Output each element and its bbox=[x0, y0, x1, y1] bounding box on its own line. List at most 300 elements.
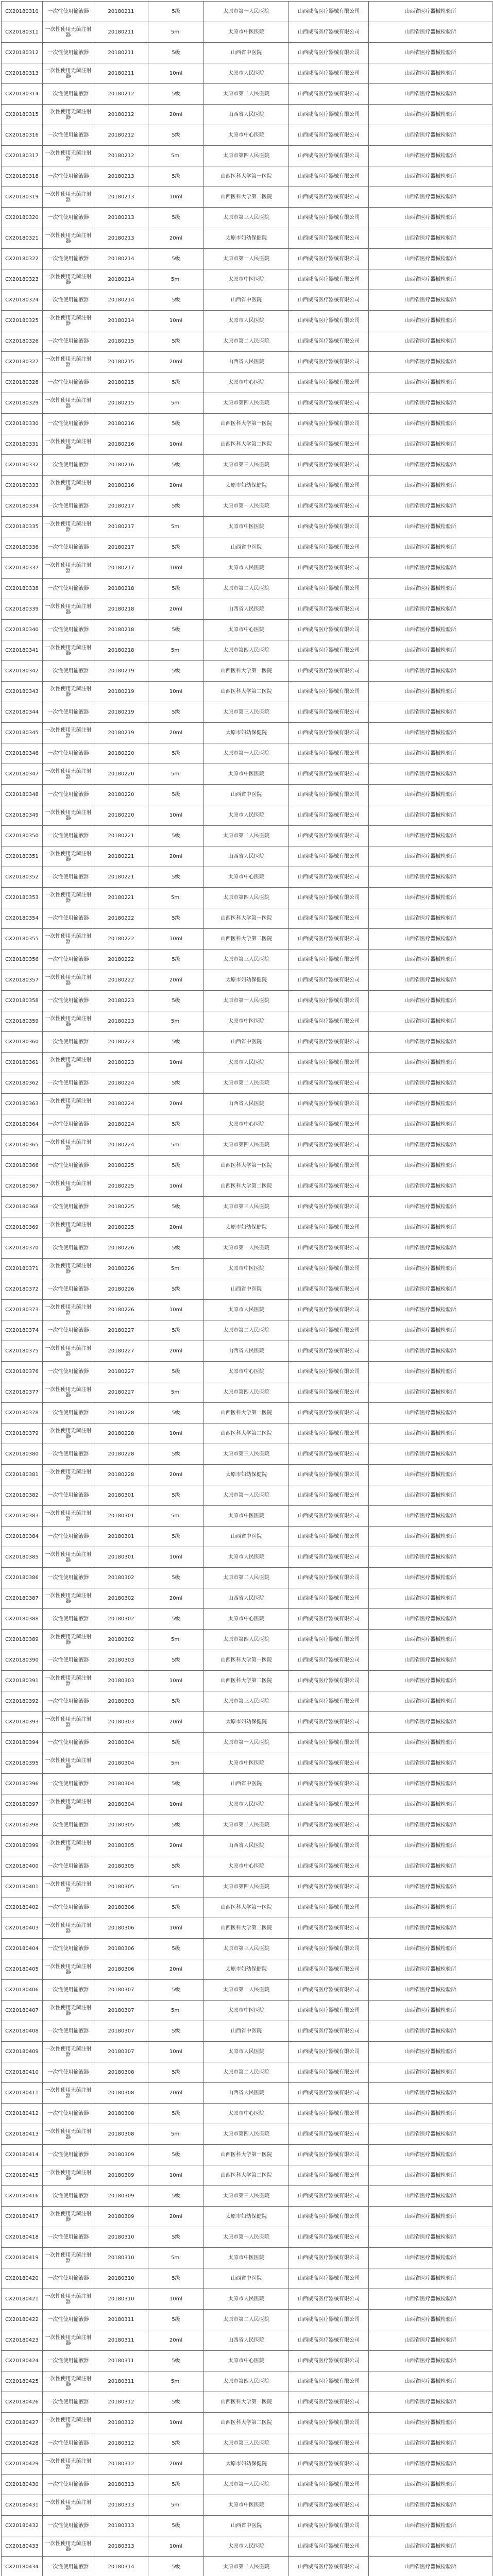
inspection-agency-cell: 山西省医疗器械检验所 bbox=[369, 2330, 492, 2351]
table-row bbox=[2, 2516, 492, 2536]
product-name-cell: 一次性使用输液器 bbox=[43, 1485, 94, 1506]
sample-id-cell: CX20180328 bbox=[2, 372, 43, 393]
table-row bbox=[2, 1135, 492, 1156]
table-row bbox=[2, 1444, 492, 1465]
table-row bbox=[2, 2, 492, 22]
specification-cell: 5级 bbox=[148, 1485, 204, 1506]
sampled-unit-cell: 太原市中心医院 bbox=[204, 372, 289, 393]
product-name-cell: 一次性使用输液器 bbox=[43, 1114, 94, 1135]
specification-cell: 20ml bbox=[148, 970, 204, 991]
batch-number-cell: 20180212 bbox=[94, 105, 148, 125]
inspection-agency-cell: 山西省医疗器械检验所 bbox=[369, 743, 492, 764]
inspection-agency-cell: 山西省医疗器械检验所 bbox=[369, 970, 492, 991]
sampled-unit-cell: 山西医科大学第二医院 bbox=[204, 434, 289, 455]
specification-cell: 5ml bbox=[148, 1382, 204, 1403]
manufacturer-cell: 山西威高医疗器械有限公司 bbox=[289, 84, 369, 105]
table-row bbox=[2, 2330, 492, 2351]
product-name-cell: 一次性使用无菌注射器 bbox=[43, 1259, 94, 1279]
specification-cell: 5级 bbox=[148, 1114, 204, 1135]
table-row bbox=[2, 2248, 492, 2268]
manufacturer-cell: 山西威高医疗器械有限公司 bbox=[289, 2413, 369, 2433]
specification-cell: 10ml bbox=[148, 682, 204, 702]
product-name-cell: 一次性使用输液器 bbox=[43, 950, 94, 970]
table-row bbox=[2, 2042, 492, 2062]
inspection-agency-cell: 山西省医疗器械检验所 bbox=[369, 1238, 492, 1259]
inspection-agency-cell: 山西省医疗器械检验所 bbox=[369, 1836, 492, 1856]
sample-id-cell: CX20180376 bbox=[2, 1362, 43, 1382]
table-row bbox=[2, 331, 492, 352]
specification-cell: 20ml bbox=[148, 476, 204, 496]
inspection-agency-cell: 山西省医疗器械检验所 bbox=[369, 1176, 492, 1197]
specification-cell: 5级 bbox=[148, 908, 204, 929]
inspection-agency-cell: 山西省医疗器械检验所 bbox=[369, 702, 492, 723]
table-row bbox=[2, 146, 492, 166]
sampled-unit-cell: 太原市第二人民医院 bbox=[204, 331, 289, 352]
specification-cell: 5级 bbox=[148, 1856, 204, 1877]
specification-cell: 20ml bbox=[148, 846, 204, 867]
sample-id-cell: CX20180388 bbox=[2, 1609, 43, 1630]
batch-number-cell: 20180312 bbox=[94, 2413, 148, 2433]
sample-id-cell: CX20180387 bbox=[2, 1588, 43, 1609]
sample-id-cell: CX20180419 bbox=[2, 2248, 43, 2268]
specification-cell: 5ml bbox=[148, 2124, 204, 2145]
table-row bbox=[2, 867, 492, 888]
specification-cell: 5级 bbox=[148, 84, 204, 105]
sample-id-cell: CX20180335 bbox=[2, 517, 43, 537]
table-row bbox=[2, 2433, 492, 2454]
sampled-unit-cell: 山西省人民医院 bbox=[204, 846, 289, 867]
table-row bbox=[2, 640, 492, 661]
sampled-unit-cell: 太原市第一人民医院 bbox=[204, 1980, 289, 2001]
inspection-agency-cell: 山西省医疗器械检验所 bbox=[369, 558, 492, 579]
product-name-cell: 一次性使用输液器 bbox=[43, 2433, 94, 2454]
specification-cell: 10ml bbox=[148, 2536, 204, 2557]
sampled-unit-cell: 山西医科大学第一医院 bbox=[204, 414, 289, 434]
sample-id-cell: CX20180410 bbox=[2, 2062, 43, 2083]
inspection-agency-cell: 山西省医疗器械检验所 bbox=[369, 1485, 492, 1506]
table-row bbox=[2, 2124, 492, 2145]
specification-cell: 10ml bbox=[148, 2042, 204, 2062]
specification-cell: 5级 bbox=[148, 1609, 204, 1630]
manufacturer-cell: 山西威高医疗器械有限公司 bbox=[289, 1073, 369, 1094]
specification-cell: 5级 bbox=[148, 372, 204, 393]
specification-cell: 5级 bbox=[148, 1939, 204, 1959]
sample-id-cell: CX20180428 bbox=[2, 2433, 43, 2454]
batch-number-cell: 20180214 bbox=[94, 290, 148, 311]
specification-cell: 5级 bbox=[148, 2392, 204, 2413]
product-name-cell: 一次性使用输液器 bbox=[43, 1609, 94, 1630]
specification-cell: 5级 bbox=[148, 1073, 204, 1094]
sample-id-cell: CX20180331 bbox=[2, 434, 43, 455]
sampled-unit-cell: 太原市妇幼保健院 bbox=[204, 2207, 289, 2227]
sampled-unit-cell: 山西医科大学第二医院 bbox=[204, 929, 289, 950]
sample-id-cell: CX20180424 bbox=[2, 2351, 43, 2371]
table-row bbox=[2, 1176, 492, 1197]
manufacturer-cell: 山西威高医疗器械有限公司 bbox=[289, 1259, 369, 1279]
table-row bbox=[2, 1217, 492, 1238]
specification-cell: 5级 bbox=[148, 1650, 204, 1671]
sampled-unit-cell: 太原市中心医院 bbox=[204, 1362, 289, 1382]
batch-number-cell: 20180304 bbox=[94, 1753, 148, 1774]
manufacturer-cell: 山西威高医疗器械有限公司 bbox=[289, 517, 369, 537]
sampled-unit-cell: 太原市妇幼保健院 bbox=[204, 1217, 289, 1238]
sample-id-cell: CX20180336 bbox=[2, 537, 43, 558]
manufacturer-cell: 山西威高医疗器械有限公司 bbox=[289, 702, 369, 723]
table-row bbox=[2, 1300, 492, 1320]
manufacturer-cell: 山西威高医疗器械有限公司 bbox=[289, 1382, 369, 1403]
sampled-unit-cell: 太原市中医医院 bbox=[204, 1753, 289, 1774]
batch-number-cell: 20180228 bbox=[94, 1423, 148, 1444]
manufacturer-cell: 山西威高医疗器械有限公司 bbox=[289, 1733, 369, 1753]
inspection-agency-cell: 山西省医疗器械检验所 bbox=[369, 888, 492, 908]
batch-number-cell: 20180224 bbox=[94, 1073, 148, 1094]
specification-cell: 20ml bbox=[148, 352, 204, 372]
inspection-agency-cell: 山西省医疗器械检验所 bbox=[369, 805, 492, 826]
specification-cell: 5级 bbox=[148, 166, 204, 187]
inspection-agency-cell: 山西省医疗器械检验所 bbox=[369, 331, 492, 352]
batch-number-cell: 20180223 bbox=[94, 1053, 148, 1073]
sampled-unit-cell: 山西省人民医院 bbox=[204, 599, 289, 620]
specification-cell: 10ml bbox=[148, 63, 204, 84]
table-row bbox=[2, 2207, 492, 2227]
specification-cell: 20ml bbox=[148, 2207, 204, 2227]
inspection-agency-cell: 山西省医疗器械检验所 bbox=[369, 1753, 492, 1774]
product-name-cell: 一次性使用无菌注射器 bbox=[43, 22, 94, 43]
manufacturer-cell: 山西威高医疗器械有限公司 bbox=[289, 2042, 369, 2062]
sample-id-cell: CX20180401 bbox=[2, 1877, 43, 1897]
manufacturer-cell: 山西威高医疗器械有限公司 bbox=[289, 2104, 369, 2124]
sample-id-cell: CX20180373 bbox=[2, 1300, 43, 1320]
sample-id-cell: CX20180353 bbox=[2, 888, 43, 908]
inspection-agency-cell: 山西省医疗器械检验所 bbox=[369, 1856, 492, 1877]
specification-cell: 5ml bbox=[148, 2001, 204, 2021]
sampled-unit-cell: 太原市第一人民医院 bbox=[204, 249, 289, 269]
batch-number-cell: 20180303 bbox=[94, 1712, 148, 1733]
manufacturer-cell: 山西威高医疗器械有限公司 bbox=[289, 125, 369, 146]
batch-number-cell: 20180226 bbox=[94, 1238, 148, 1259]
inspection-agency-cell: 山西省医疗器械检验所 bbox=[369, 311, 492, 331]
batch-number-cell: 20180221 bbox=[94, 888, 148, 908]
specification-cell: 5ml bbox=[148, 517, 204, 537]
inspection-agency-cell: 山西省医疗器械检验所 bbox=[369, 1547, 492, 1568]
product-name-cell: 一次性使用无菌注射器 bbox=[43, 1094, 94, 1114]
batch-number-cell: 20180312 bbox=[94, 2392, 148, 2413]
product-name-cell: 一次性使用无菌注射器 bbox=[43, 1135, 94, 1156]
product-name-cell: 一次性使用无菌注射器 bbox=[43, 1959, 94, 1980]
sample-id-cell: CX20180370 bbox=[2, 1238, 43, 1259]
sample-id-cell: CX20180333 bbox=[2, 476, 43, 496]
table-row bbox=[2, 785, 492, 805]
sample-id-cell: CX20180418 bbox=[2, 2227, 43, 2248]
product-name-cell: 一次性使用无菌注射器 bbox=[43, 1506, 94, 1527]
sampled-unit-cell: 太原市中心医院 bbox=[204, 1609, 289, 1630]
inspection-agency-cell: 山西省医疗器械检验所 bbox=[369, 249, 492, 269]
batch-number-cell: 20180219 bbox=[94, 723, 148, 743]
table-row bbox=[2, 826, 492, 846]
table-row bbox=[2, 537, 492, 558]
inspection-agency-cell: 山西省医疗器械检验所 bbox=[369, 2248, 492, 2268]
manufacturer-cell: 山西威高医疗器械有限公司 bbox=[289, 2433, 369, 2454]
table-row bbox=[2, 2536, 492, 2557]
sampled-unit-cell: 太原市第二人民医院 bbox=[204, 826, 289, 846]
manufacturer-cell: 山西威高医疗器械有限公司 bbox=[289, 331, 369, 352]
specification-cell: 20ml bbox=[148, 2083, 204, 2104]
batch-number-cell: 20180223 bbox=[94, 991, 148, 1011]
inspection-agency-cell: 山西省医疗器械检验所 bbox=[369, 1053, 492, 1073]
inspection-agency-cell: 山西省医疗器械检验所 bbox=[369, 1423, 492, 1444]
batch-number-cell: 20180312 bbox=[94, 2454, 148, 2475]
manufacturer-cell: 山西威高医疗器械有限公司 bbox=[289, 290, 369, 311]
manufacturer-cell: 山西威高医疗器械有限公司 bbox=[289, 1485, 369, 1506]
product-name-cell: 一次性使用无菌注射器 bbox=[43, 1630, 94, 1650]
specification-cell: 5级 bbox=[148, 290, 204, 311]
specification-cell: 20ml bbox=[148, 1712, 204, 1733]
sample-id-cell: CX20180349 bbox=[2, 805, 43, 826]
inspection-agency-cell: 山西省医疗器械检验所 bbox=[369, 22, 492, 43]
sample-id-cell: CX20180319 bbox=[2, 187, 43, 208]
manufacturer-cell: 山西威高医疗器械有限公司 bbox=[289, 105, 369, 125]
product-name-cell: 一次性使用无菌注射器 bbox=[43, 105, 94, 125]
sample-id-cell: CX20180427 bbox=[2, 2413, 43, 2433]
inspection-agency-cell: 山西省医疗器械检验所 bbox=[369, 1733, 492, 1753]
inspection-agency-cell: 山西省医疗器械检验所 bbox=[369, 1403, 492, 1423]
sample-id-cell: CX20180382 bbox=[2, 1485, 43, 1506]
table-row bbox=[2, 1341, 492, 1362]
sample-id-cell: CX20180430 bbox=[2, 2475, 43, 2495]
product-name-cell: 一次性使用无菌注射器 bbox=[43, 1877, 94, 1897]
product-name-cell: 一次性使用无菌注射器 bbox=[43, 1794, 94, 1815]
sampled-unit-cell: 太原市中医医院 bbox=[204, 1506, 289, 1527]
specification-cell: 5级 bbox=[148, 1444, 204, 1465]
batch-number-cell: 20180226 bbox=[94, 1259, 148, 1279]
sample-id-cell: CX20180399 bbox=[2, 1836, 43, 1856]
batch-number-cell: 20180228 bbox=[94, 1465, 148, 1485]
manufacturer-cell: 山西威高医疗器械有限公司 bbox=[289, 2248, 369, 2268]
inspection-agency-cell: 山西省医疗器械检验所 bbox=[369, 1300, 492, 1320]
sample-id-cell: CX20180351 bbox=[2, 846, 43, 867]
sample-id-cell: CX20180380 bbox=[2, 1444, 43, 1465]
batch-number-cell: 20180301 bbox=[94, 1506, 148, 1527]
inspection-agency-cell: 山西省医疗器械检验所 bbox=[369, 2536, 492, 2557]
sampled-unit-cell: 太原市中医医院 bbox=[204, 1259, 289, 1279]
table-row bbox=[2, 1423, 492, 1444]
batch-number-cell: 20180308 bbox=[94, 2083, 148, 2104]
manufacturer-cell: 山西威高医疗器械有限公司 bbox=[289, 2227, 369, 2248]
specification-cell: 10ml bbox=[148, 2413, 204, 2433]
manufacturer-cell: 山西威高医疗器械有限公司 bbox=[289, 1959, 369, 1980]
sampled-unit-cell: 山西省中医院 bbox=[204, 290, 289, 311]
sampled-unit-cell: 太原市第四人民医院 bbox=[204, 1877, 289, 1897]
batch-number-cell: 20180225 bbox=[94, 1197, 148, 1217]
batch-number-cell: 20180313 bbox=[94, 2516, 148, 2536]
sampled-unit-cell: 山西省中医院 bbox=[204, 1032, 289, 1053]
batch-number-cell: 20180211 bbox=[94, 43, 148, 63]
table-row bbox=[2, 187, 492, 208]
table-row bbox=[2, 1053, 492, 1073]
sampled-unit-cell: 太原市第二人民医院 bbox=[204, 84, 289, 105]
specification-cell: 20ml bbox=[148, 1588, 204, 1609]
table-row bbox=[2, 1073, 492, 1094]
sampled-unit-cell: 太原市中医医院 bbox=[204, 1011, 289, 1032]
product-name-cell: 一次性使用无菌注射器 bbox=[43, 682, 94, 702]
manufacturer-cell: 山西威高医疗器械有限公司 bbox=[289, 599, 369, 620]
table-row bbox=[2, 2227, 492, 2248]
product-name-cell: 一次性使用无菌注射器 bbox=[43, 2536, 94, 2557]
specification-cell: 5ml bbox=[148, 2371, 204, 2392]
batch-number-cell: 20180213 bbox=[94, 228, 148, 249]
specification-cell: 5级 bbox=[148, 1197, 204, 1217]
sampled-unit-cell: 太原市中医医院 bbox=[204, 269, 289, 290]
batch-number-cell: 20180214 bbox=[94, 311, 148, 331]
specification-cell: 20ml bbox=[148, 2454, 204, 2475]
batch-number-cell: 20180301 bbox=[94, 1485, 148, 1506]
table-row bbox=[2, 1712, 492, 1733]
table-row bbox=[2, 1362, 492, 1382]
specification-cell: 5级 bbox=[148, 2475, 204, 2495]
inspection-agency-cell: 山西省医疗器械检验所 bbox=[369, 1918, 492, 1939]
product-name-cell: 一次性使用输液器 bbox=[43, 1897, 94, 1918]
product-name-cell: 一次性使用输液器 bbox=[43, 1815, 94, 1836]
table-row bbox=[2, 1877, 492, 1897]
table-row bbox=[2, 1733, 492, 1753]
batch-number-cell: 20180221 bbox=[94, 867, 148, 888]
product-name-cell: 一次性使用输液器 bbox=[43, 1980, 94, 2001]
product-name-cell: 一次性使用无菌注射器 bbox=[43, 1547, 94, 1568]
specification-cell: 5级 bbox=[148, 867, 204, 888]
inspection-agency-cell: 山西省医疗器械检验所 bbox=[369, 2268, 492, 2289]
inspection-agency-cell: 山西省医疗器械检验所 bbox=[369, 1094, 492, 1114]
inspection-agency-cell: 山西省医疗器械检验所 bbox=[369, 1032, 492, 1053]
specification-cell: 20ml bbox=[148, 1341, 204, 1362]
product-name-cell: 一次性使用输液器 bbox=[43, 249, 94, 269]
table-row bbox=[2, 352, 492, 372]
specification-cell: 5ml bbox=[148, 2248, 204, 2268]
product-name-cell: 一次性使用无菌注射器 bbox=[43, 1382, 94, 1403]
batch-number-cell: 20180225 bbox=[94, 1156, 148, 1176]
table-row bbox=[2, 2351, 492, 2371]
batch-number-cell: 20180216 bbox=[94, 414, 148, 434]
batch-number-cell: 20180305 bbox=[94, 1856, 148, 1877]
table-row bbox=[2, 2413, 492, 2433]
inspection-agency-cell: 山西省医疗器械检验所 bbox=[369, 2, 492, 22]
table-row bbox=[2, 1897, 492, 1918]
product-name-cell: 一次性使用输液器 bbox=[43, 1856, 94, 1877]
sampled-unit-cell: 太原市人民医院 bbox=[204, 2536, 289, 2557]
inspection-agency-cell: 山西省医疗器械检验所 bbox=[369, 1465, 492, 1485]
inspection-agency-cell: 山西省医疗器械检验所 bbox=[369, 1382, 492, 1403]
manufacturer-cell: 山西威高医疗器械有限公司 bbox=[289, 2557, 369, 2576]
product-name-cell: 一次性使用无菌注射器 bbox=[43, 311, 94, 331]
specification-cell: 5级 bbox=[148, 1238, 204, 1259]
table-row bbox=[2, 311, 492, 331]
manufacturer-cell: 山西威高医疗器械有限公司 bbox=[289, 991, 369, 1011]
product-name-cell: 一次性使用无菌注射器 bbox=[43, 599, 94, 620]
sample-id-cell: CX20180350 bbox=[2, 826, 43, 846]
sampled-unit-cell: 太原市第三人民医院 bbox=[204, 455, 289, 476]
product-name-cell: 一次性使用无菌注射器 bbox=[43, 2248, 94, 2268]
batch-number-cell: 20180218 bbox=[94, 640, 148, 661]
sample-id-cell: CX20180383 bbox=[2, 1506, 43, 1527]
sampled-unit-cell: 太原市第四人民医院 bbox=[204, 1135, 289, 1156]
sample-id-cell: CX20180316 bbox=[2, 125, 43, 146]
product-name-cell: 一次性使用输液器 bbox=[43, 826, 94, 846]
batch-number-cell: 20180220 bbox=[94, 764, 148, 785]
table-row bbox=[2, 1032, 492, 1053]
sampled-unit-cell: 太原市第三人民医院 bbox=[204, 208, 289, 228]
product-name-cell: 一次性使用无菌注射器 bbox=[43, 970, 94, 991]
table-row bbox=[2, 2557, 492, 2576]
batch-number-cell: 20180216 bbox=[94, 434, 148, 455]
sample-id-cell: CX20180395 bbox=[2, 1753, 43, 1774]
sample-id-cell: CX20180359 bbox=[2, 1011, 43, 1032]
manufacturer-cell: 山西威高医疗器械有限公司 bbox=[289, 2454, 369, 2475]
sampled-unit-cell: 太原市第一人民医院 bbox=[204, 496, 289, 517]
sample-id-cell: CX20180374 bbox=[2, 1320, 43, 1341]
sample-id-cell: CX20180390 bbox=[2, 1650, 43, 1671]
table-row bbox=[2, 208, 492, 228]
inspection-agency-cell: 山西省医疗器械检验所 bbox=[369, 2454, 492, 2475]
sample-id-cell: CX20180325 bbox=[2, 311, 43, 331]
specification-cell: 5级 bbox=[148, 2557, 204, 2576]
specification-cell: 5级 bbox=[148, 414, 204, 434]
specification-cell: 5级 bbox=[148, 43, 204, 63]
table-row bbox=[2, 2001, 492, 2021]
table-row bbox=[2, 2083, 492, 2104]
batch-number-cell: 20180309 bbox=[94, 2165, 148, 2186]
manufacturer-cell: 山西威高医疗器械有限公司 bbox=[289, 2310, 369, 2330]
inspection-agency-cell: 山西省医疗器械检验所 bbox=[369, 599, 492, 620]
batch-number-cell: 20180314 bbox=[94, 2557, 148, 2576]
specification-cell: 10ml bbox=[148, 187, 204, 208]
manufacturer-cell: 山西威高医疗器械有限公司 bbox=[289, 1094, 369, 1114]
sampled-unit-cell: 太原市中心医院 bbox=[204, 620, 289, 640]
batch-number-cell: 20180220 bbox=[94, 805, 148, 826]
table-row bbox=[2, 2062, 492, 2083]
table-row bbox=[2, 2145, 492, 2165]
inspection-agency-cell: 山西省医疗器械检验所 bbox=[369, 2083, 492, 2104]
sample-id-cell: CX20180352 bbox=[2, 867, 43, 888]
specification-cell: 5级 bbox=[148, 2351, 204, 2371]
sample-id-cell: CX20180379 bbox=[2, 1423, 43, 1444]
product-name-cell: 一次性使用输液器 bbox=[43, 2516, 94, 2536]
table-row bbox=[2, 393, 492, 414]
product-name-cell: 一次性使用输液器 bbox=[43, 991, 94, 1011]
sample-id-cell: CX20180426 bbox=[2, 2392, 43, 2413]
sampled-unit-cell: 太原市第一人民医院 bbox=[204, 1733, 289, 1753]
product-name-cell: 一次性使用无菌注射器 bbox=[43, 2413, 94, 2433]
batch-number-cell: 20180212 bbox=[94, 125, 148, 146]
sampled-unit-cell: 山西医科大学第二医院 bbox=[204, 1176, 289, 1197]
sample-id-cell: CX20180354 bbox=[2, 908, 43, 929]
sample-id-cell: CX20180422 bbox=[2, 2310, 43, 2330]
product-name-cell: 一次性使用输液器 bbox=[43, 2557, 94, 2576]
specification-cell: 5级 bbox=[148, 2516, 204, 2536]
table-row bbox=[2, 558, 492, 579]
table-row bbox=[2, 166, 492, 187]
inspection-agency-cell: 山西省医疗器械检验所 bbox=[369, 2289, 492, 2310]
batch-number-cell: 20180309 bbox=[94, 2145, 148, 2165]
inspection-agency-cell: 山西省医疗器械检验所 bbox=[369, 2475, 492, 2495]
manufacturer-cell: 山西威高医疗器械有限公司 bbox=[289, 1238, 369, 1259]
specification-cell: 10ml bbox=[148, 2165, 204, 2186]
product-name-cell: 一次性使用输液器 bbox=[43, 1073, 94, 1094]
sample-id-cell: CX20180356 bbox=[2, 950, 43, 970]
sampled-unit-cell: 太原市第四人民医院 bbox=[204, 640, 289, 661]
specification-cell: 5级 bbox=[148, 991, 204, 1011]
table-row bbox=[2, 2289, 492, 2310]
sample-id-cell: CX20180412 bbox=[2, 2104, 43, 2124]
manufacturer-cell: 山西威高医疗器械有限公司 bbox=[289, 352, 369, 372]
